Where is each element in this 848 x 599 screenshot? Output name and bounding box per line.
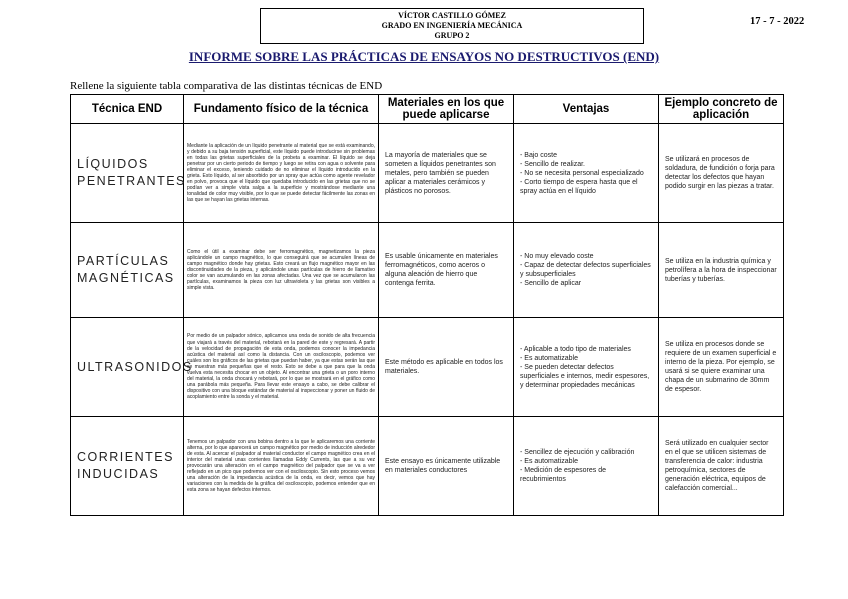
report-title: INFORME SOBRE LAS PRÁCTICAS DE ENSAYOS NO DESTRUCTIVOS (END) xyxy=(188,49,660,64)
fundamento-cell: Por medio de un palpador sónico, aplicamos una onda de sonido de alta frecuencia que viajará a través del material, rebotará en la pared de este y regresará. A partir de la velocidad de propagación de esta onda, podemos conocer la impedancia acústica del material así como la distancia. Con un osciloscopio, podemos ver cuáles son los gráficos de las grietas que puedan haber, ya que estas serán las que se muestran más pequeñas que el resto. Esto se debe a que para que la onda vuelva esta necesita chocar en un objeto. Al encontrar una grieta o un poro interno del material, la onda chocará y rebotará, por lo que se mostrará en el gráfico como una parábola más pequeña. Para llevar este ensayo a cabo, se debe calibrar el dispositivo con una bloque estándar de material al inspeccionar y poner un fluido de acoplamiento entre la sonda y el material. xyxy=(184,318,379,417)
fundamento-cell: Mediante la aplicación de un líquido penetrante al material que se está examinando, y debido a su baja tensión superficial, este líquido puede introducirse sin problemas en todas las grietas superficiales de la probeta a examinar. El líquido se deja penetrar por un cierto periodo de tiempo y luego se retira con agua o solvente para eliminar el exceso, teniendo cuidado de no eliminar el líquido introducido en la grieta. Esto líquido, al ser absorbido por un spray que actúa como agente revelador en polvo, provoca que el líquido que quedaba introducido en las grietas que no se podían ver a simple vista salga a la superficie y mostrándose mediante una tonalidad de color muy visible, por lo que se puede detectar fácilmente las zonas en las que se hayan las grietas internas. xyxy=(184,124,379,223)
ventaja-item: - Se pueden detectar defectos superficiales e internos, medir espesores, y determinar propiedades mecánicas xyxy=(520,363,650,389)
fundamento-cell: Como el útil a examinar debe ser ferromagnético, magnetizamos la pieza aplicándole un campo magnético, lo que conseguirá que se acumulen líneas de campo magnético donde hay grietas. Esto creará un flujo magnético mayor en las discontinuidades de la pieza, y aplicándole unas partículas de hierro de llamativo color se van acumulando en las zonas afectadas. Una vez que se acumularon las partículas, examinamos la pieza con luz ultravioleta y las grietas son visibles a simple vista. xyxy=(184,223,379,318)
ventaja-item: - Es automatizable xyxy=(520,354,578,362)
fundamento-cell: Tenemos un palpador con una bobina dentro a la que le aplicaremos una corriente alterna, por lo que aparecerá un campo magnético por medio de inducción alrededor de esta. Al acercar el palpador al material conductor el campo magnético crea en el interior del material unas corrientes llamadas Eddy Currents, las que a su vez provocarán una alteración en el campo magnético del palpador que se va a ver reflejado en un pico que podremos ver con el osciloscopio. Sin esto proceso vemos una alteración de la impedancia acústica de la onda, es decir, vemos que hay variaciones con la medida de la gráfica del osciloscopio, podemos entender que en esta zona se hayan defectos internos. xyxy=(184,417,379,516)
ejemplo-cell: Se utiliza en procesos donde se requiere de un examen superficial e interno de la pieza. Por ejemplo, se usará si se quiere examinar una chapa de un submarino de 30mm de espesor. xyxy=(659,318,784,417)
materiales-cell: Este ensayo es únicamente utilizable en materiales conductores xyxy=(379,417,514,516)
ventaja-item: - No muy elevado coste xyxy=(520,253,594,260)
ventaja-item: - No se necesita personal especializado xyxy=(520,169,644,177)
column-header-materiales: Materiales en los que puede aplicarse xyxy=(379,95,514,124)
ventaja-item: - Sencillo de realizar. xyxy=(520,160,585,168)
materiales-cell: Es usable únicamente en materiales ferromagnéticos, como aceros o alguna aleación de hierro que contenga ferrita. xyxy=(379,223,514,318)
ventaja-item: - Corto tiempo de espera hasta que el spray actúa en el líquido xyxy=(520,178,638,195)
tecnica-cell: LÍQUIDOS PENETRANTES xyxy=(71,124,184,223)
ejemplo-cell: Se utilizará en procesos de soldadura, de fundición o forja para detectar los defectos que hayan podido surgir en las piezas a tratar. xyxy=(659,124,784,223)
ventaja-item: - Sencillez de ejecución y calibración xyxy=(520,449,635,456)
table-header-row xyxy=(71,95,784,124)
ejemplo-cell: Será utilizado en cualquier sector en el que se utilicen sistemas de transferencia de calor: industria petroquímica, sectores de generación eléctrica, equipos de calefacción comercial... xyxy=(659,417,784,516)
ventaja-item: - Es automatizable xyxy=(520,458,578,465)
header-box xyxy=(260,8,644,44)
table-row xyxy=(71,124,784,223)
ejemplo-cell: Se utiliza en la industria química y petrolífera a la hora de inspeccionar tuberías y tuberías. xyxy=(659,223,784,318)
report-date: 17 - 7 - 2022 xyxy=(750,16,805,27)
column-header-ventajas: Ventajas xyxy=(514,95,659,124)
ventaja-item: - Sencillo de aplicar xyxy=(520,280,582,287)
group-name: GRUPO 2 xyxy=(434,31,470,40)
materiales-cell: Este método es aplicable en todos los materiales. xyxy=(379,318,514,417)
table-row xyxy=(71,223,784,318)
instruction-text: Rellene la siguiente tabla comparativa de las distintas técnicas de END xyxy=(70,80,383,92)
author-name: VÍCTOR CASTILLO GÓMEZ xyxy=(398,11,506,20)
degree-name: GRADO EN INGENIERÍA MECÁNICA xyxy=(381,21,523,30)
ventaja-item: - Aplicable a todo tipo de materiales xyxy=(520,345,631,353)
ventajas-cell xyxy=(514,124,659,223)
column-header-ejemplo: Ejemplo concreto de aplicación xyxy=(659,95,784,124)
comparison-table xyxy=(70,94,784,516)
ventaja-item: - Medición de espesores de recubrimientos xyxy=(520,467,606,483)
materiales-cell: La mayoría de materiales que se someten a líquidos penetrantes son metales, pero también se pueden aplicar a materiales cerámicos y plásticos no porosos. xyxy=(379,124,514,223)
tecnica-cell: ULTRASONIDOS xyxy=(71,318,184,417)
table-row xyxy=(71,318,784,417)
ventajas-cell xyxy=(514,223,659,318)
column-header-fundamento: Fundamento físico de la técnica xyxy=(184,95,379,124)
tecnica-cell: PARTÍCULAS MAGNÉTICAS xyxy=(71,223,184,318)
ventaja-item: - Capaz de detectar defectos superficiales y subsuperficiales xyxy=(520,262,651,278)
column-header-tecnica: Técnica END xyxy=(71,95,184,124)
ventaja-item: - Bajo coste xyxy=(520,151,557,159)
ventajas-cell xyxy=(514,318,659,417)
tecnica-cell: CORRIENTES INDUCIDAS xyxy=(71,417,184,516)
ventajas-cell xyxy=(514,417,659,516)
table-row xyxy=(71,417,784,516)
